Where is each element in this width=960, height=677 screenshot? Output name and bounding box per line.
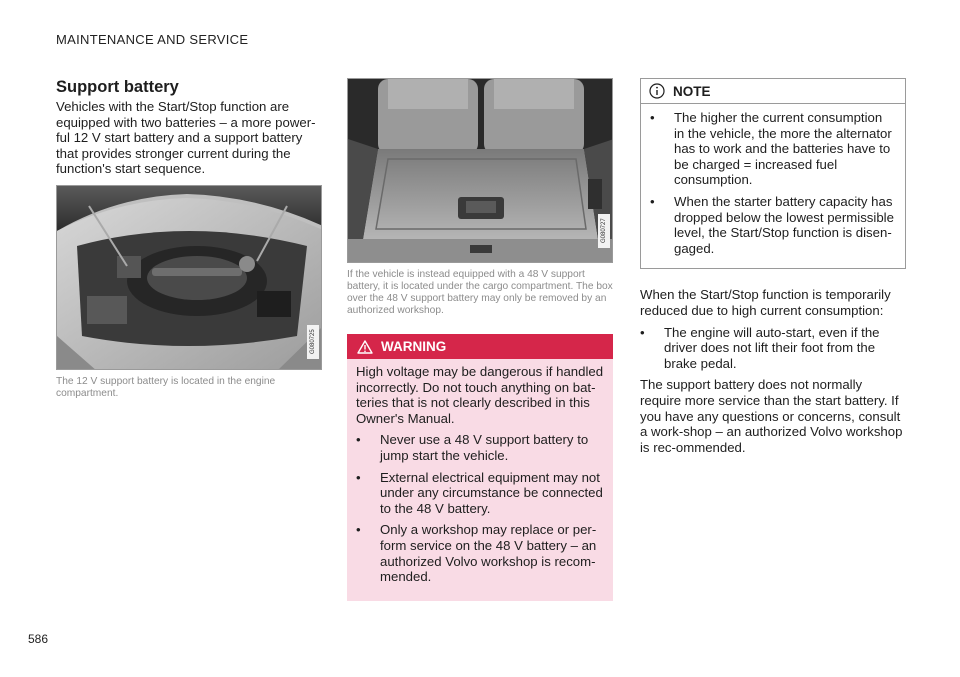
list-item-text: The higher the current consumption in the vehicle, the more the alternator has to work and the batteries have to be charged = increased fuel consumption. xyxy=(674,110,892,188)
bullet-marker: • xyxy=(356,522,361,538)
list-item xyxy=(640,325,906,372)
list-item-text: Only a workshop may replace or per-form service on the 48 V battery – an authorized Volvo workshop is recom-mended. xyxy=(380,522,597,585)
info-circle-icon xyxy=(649,83,665,99)
image-code: G080727 xyxy=(598,214,610,248)
column-3 xyxy=(640,78,906,455)
paragraph: When the Start/Stop function is temporarily reduced due to high current consumption: xyxy=(640,287,891,318)
figure-caption: The 12 V support battery is located in the engine compartment. xyxy=(56,375,276,399)
note-box xyxy=(640,78,906,269)
bullet-marker: • xyxy=(356,469,361,485)
page-number: 586 xyxy=(28,632,49,646)
bullet-marker: • xyxy=(356,432,361,448)
warning-header xyxy=(347,334,613,359)
section-title: Support battery xyxy=(56,78,179,96)
bullet-marker: • xyxy=(650,193,655,209)
intro-paragraph: Vehicles with the Start/Stop function are equipped with two batteries – a more power-ful 12 V start battery and a support battery that provides stronger current during the function's start sequence. xyxy=(56,99,316,177)
warning-box xyxy=(347,334,613,601)
list-item xyxy=(356,432,604,463)
warning-title: WARNING xyxy=(381,339,447,354)
paragraph: The support battery does not normally require more service than the start battery. If you have any questions or concerns, consult a work-shop – an authorized Volvo workshop is rec-ommended. xyxy=(640,377,903,455)
warning-triangle-icon xyxy=(357,340,373,354)
image-code: G080725 xyxy=(307,325,319,359)
note-header xyxy=(641,79,905,104)
column-1 xyxy=(56,78,322,400)
note-title: NOTE xyxy=(673,83,711,99)
figure-caption: If the vehicle is instead equipped with a 48 V support battery, it is located under the cargo compartment. The box over the 48 V support battery may only be removed by an authorized workshop. xyxy=(347,269,613,316)
list-item xyxy=(356,470,604,517)
list-item-text: Never use a 48 V support battery to jump start the vehicle. xyxy=(380,432,589,463)
list-item xyxy=(650,194,896,256)
list-item xyxy=(356,522,604,584)
bullet-list xyxy=(640,325,906,372)
list-item-text: The engine will auto-start, even if the driver does not lift their foot from the brake pedal. xyxy=(664,324,880,371)
column-2 xyxy=(347,78,613,601)
bullet-marker: • xyxy=(650,110,655,125)
cargo-compartment-photo xyxy=(347,78,613,263)
running-header: MAINTENANCE AND SERVICE xyxy=(56,32,249,47)
bullet-marker: • xyxy=(640,324,645,340)
list-item-text: When the starter battery capacity has dropped below the lowest permissible level, the Start/Stop function is disen-gaged. xyxy=(674,193,894,256)
engine-compartment-photo xyxy=(56,185,322,370)
list-item-text: External electrical equipment may not under any circumstance be connected to the 48 V battery. xyxy=(380,469,603,516)
note-bullet-list xyxy=(650,110,896,256)
warning-text: High voltage may be dangerous if handled incorrectly. Do not touch anything on bat-teries that is not clearly described in this Owner's Manual. xyxy=(356,364,604,426)
list-item xyxy=(650,110,896,188)
warning-bullet-list xyxy=(356,432,604,584)
